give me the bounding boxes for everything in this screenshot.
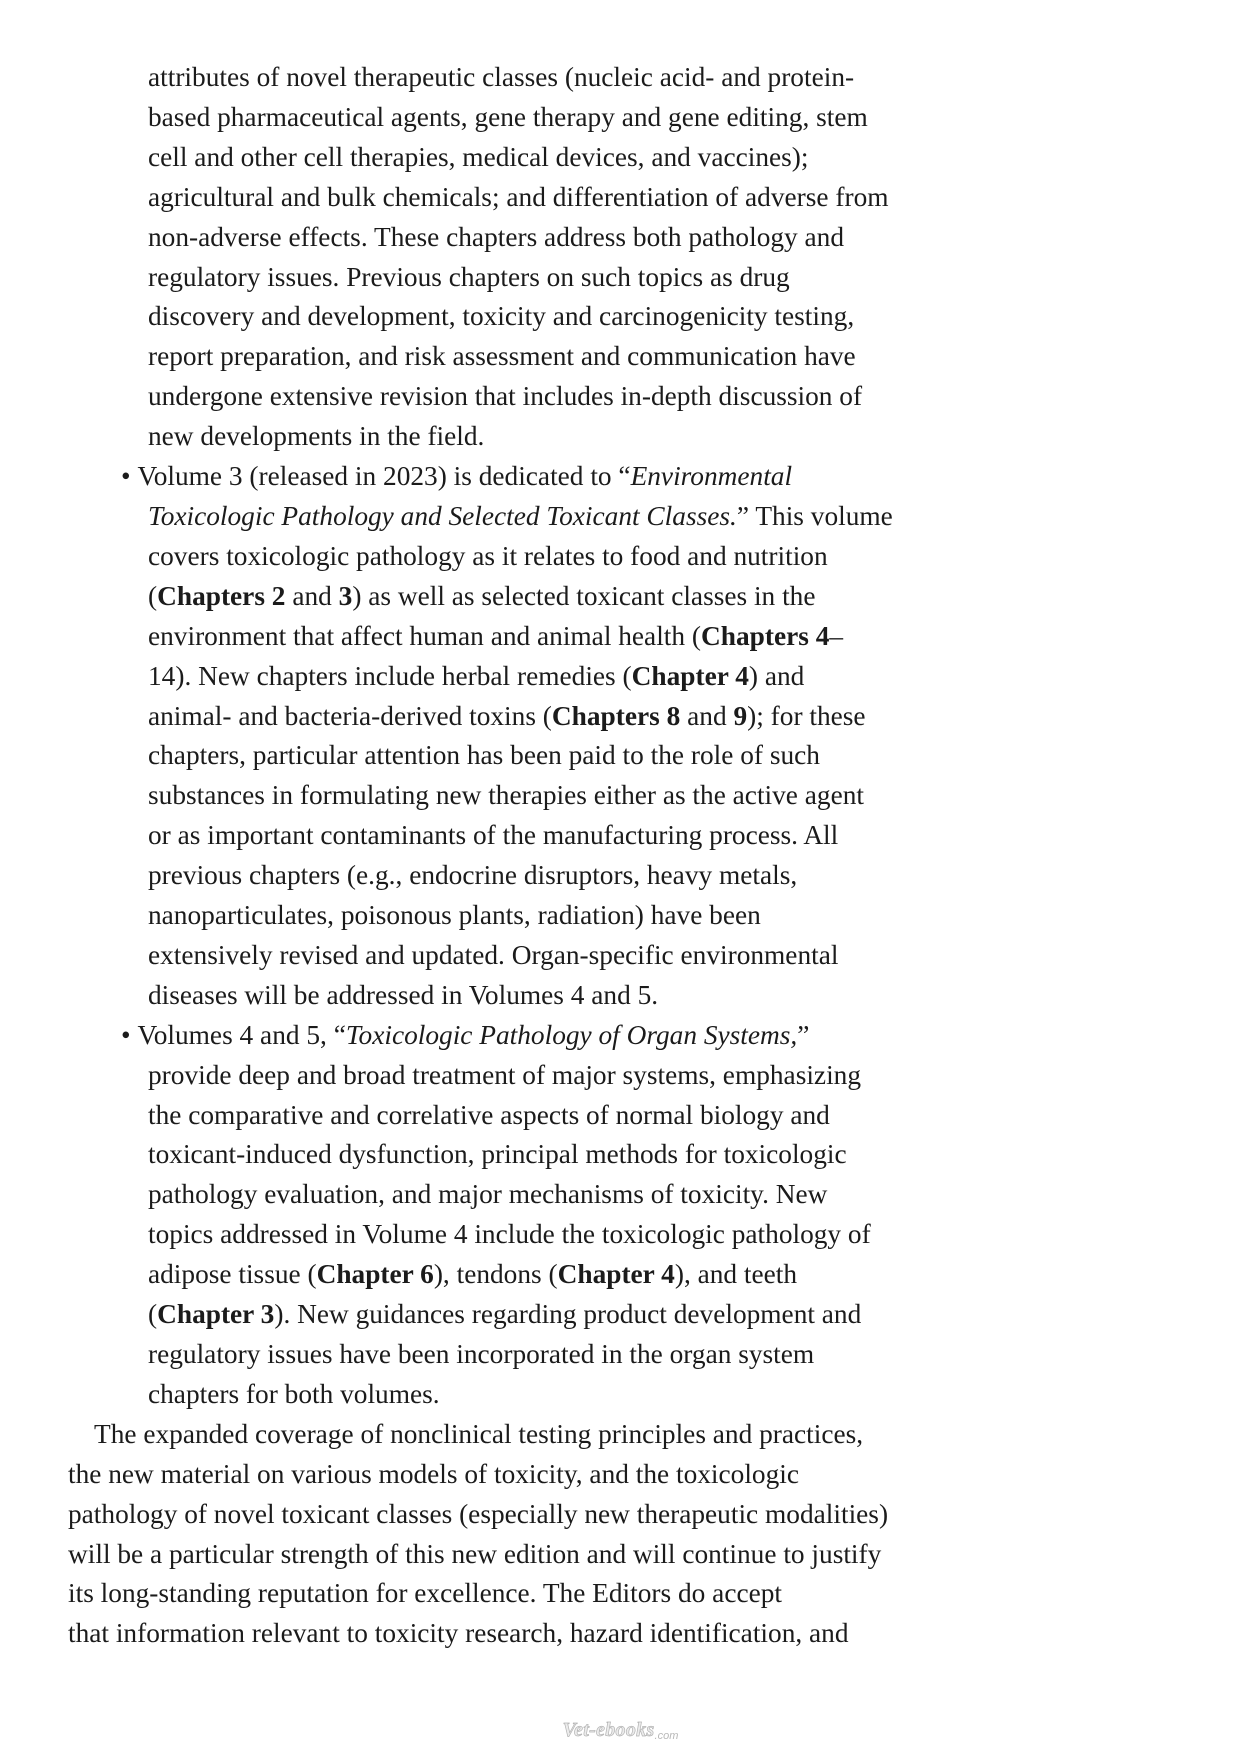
text-run: ( — [148, 1299, 158, 1330]
text-line: toxicant-induced dysfunction, principal methods for toxicologic — [148, 1139, 847, 1170]
text-line: substances in formulating new therapies either as the active agent — [148, 780, 864, 811]
text-run: Volumes 4 and 5, “ — [137, 1019, 346, 1050]
text-run: – — [829, 620, 844, 651]
list-item-volume-3 — [0, 457, 1241, 1016]
text-line — [0, 1255, 1241, 1295]
chapter-reference: Chapter 4 — [557, 1259, 675, 1290]
chapter-reference: Chapters 8 — [551, 700, 681, 731]
list-item-continued — [0, 58, 1241, 457]
text-line: based pharmaceutical agents, gene therapy and gene editing, stem — [148, 101, 868, 132]
text-run: 14). New chapters include herbal remedies ( — [148, 660, 632, 691]
text-line: chapters, particular attention has been paid to the role of such — [148, 740, 820, 771]
text-run: ” This volume — [736, 500, 893, 531]
bullet-marker: • — [121, 1019, 131, 1050]
text-line: The expanded coverage of nonclinical testing principles and practices, — [94, 1418, 864, 1449]
text-line: report preparation, and risk assessment and communication have — [148, 341, 856, 372]
text-run: adipose tissue ( — [148, 1259, 317, 1290]
text-run: environment that affect human and animal health ( — [148, 620, 702, 651]
text-line: extensively revised and updated. Organ-specific environmental — [148, 939, 839, 970]
text-line — [0, 617, 1241, 657]
text-line: topics addressed in Volume 4 include the toxicologic pathology of — [148, 1219, 871, 1250]
watermark-name: Vet-ebooks — [562, 1719, 655, 1741]
text-line: its long-standing reputation for excellence. The Editors do accept — [68, 1578, 782, 1609]
chapter-reference: Chapter 4 — [631, 660, 749, 691]
text-run: ), and teeth — [674, 1259, 798, 1290]
text-run: ) as well as selected toxicant classes in the — [352, 580, 816, 611]
list-item-volumes-4-5 — [0, 1016, 1241, 1415]
text-line — [0, 1016, 1241, 1056]
text-line — [0, 1295, 1241, 1335]
text-line: regulatory issues have been incorporated in the organ system — [148, 1339, 815, 1369]
text-line — [0, 457, 1241, 497]
text-line — [0, 657, 1241, 697]
text-run: and — [285, 580, 339, 611]
text-line: non-adverse effects. These chapters address both pathology and — [148, 221, 845, 252]
text-line: regulatory issues. Previous chapters on such topics as drug — [148, 261, 790, 292]
chapter-reference: Chapter 6 — [316, 1259, 434, 1290]
text-line: the comparative and correlative aspects of normal biology and — [148, 1099, 830, 1130]
text-line: cell and other cell therapies, medical devices, and vaccines); — [148, 141, 809, 172]
text-line: attributes of novel therapeutic classes (nucleic acid- and protein- — [148, 62, 855, 92]
volume-title: Environmental — [630, 461, 793, 492]
text-run: Volume 3 (released in 2023) is dedicated to “ — [137, 461, 631, 492]
chapter-reference: 3 — [338, 580, 353, 611]
text-line: agricultural and bulk chemicals; and differentiation of adverse from — [148, 181, 889, 212]
text-line — [0, 577, 1241, 617]
text-line: covers toxicologic pathology as it relates to food and nutrition — [148, 540, 828, 571]
text-line: new developments in the field. — [148, 421, 485, 452]
text-run: ), tendons ( — [433, 1259, 558, 1290]
text-run: ); for these — [747, 700, 866, 731]
body-text — [0, 58, 1241, 1654]
paragraph — [0, 1415, 1241, 1654]
text-line: chapters for both volumes. — [148, 1378, 440, 1409]
chapter-reference: Chapters 4 — [701, 620, 830, 651]
text-run: ” — [797, 1019, 810, 1050]
text-line: the new material on various models of toxicity, and the toxicologic — [68, 1458, 800, 1489]
text-line: nanoparticulates, poisonous plants, radiation) have been — [148, 900, 761, 931]
text-line: that information relevant to toxicity research, hazard identification, and — [68, 1618, 849, 1649]
text-line: discovery and development, toxicity and carcinogenicity testing, — [148, 301, 855, 332]
chapter-reference: 9 — [733, 700, 748, 731]
text-line: pathology evaluation, and major mechanisms of toxicity. New — [148, 1179, 828, 1210]
text-run: and — [680, 700, 734, 731]
volume-title: Toxicologic Pathology and Selected Toxicant Classes. — [148, 500, 737, 531]
text-run: ) and — [748, 660, 805, 691]
watermark-logo — [0, 1719, 1241, 1744]
text-line: diseases will be addressed in Volumes 4 and 5. — [148, 979, 659, 1010]
volume-title: Toxicologic Pathology of Organ Systems, — [345, 1019, 798, 1050]
watermark-suffix: .com — [654, 1730, 679, 1742]
text-line — [0, 697, 1241, 737]
text-line: will be a particular strength of this new edition and will continue to justify — [68, 1538, 882, 1569]
bullet-marker: • — [121, 461, 131, 492]
text-run: ). New guidances regarding product development and — [274, 1299, 862, 1330]
text-run: ( — [148, 580, 158, 611]
text-line: pathology of novel toxicant classes (especially new therapeutic modalities) — [68, 1498, 889, 1529]
text-run: animal- and bacteria-derived toxins ( — [148, 700, 552, 731]
chapter-reference: Chapter 3 — [157, 1299, 275, 1330]
chapter-reference: Chapters 2 — [157, 580, 286, 611]
text-line: previous chapters (e.g., endocrine disruptors, heavy metals, — [148, 860, 798, 891]
text-line — [0, 497, 1241, 537]
text-line: or as important contaminants of the manufacturing process. All — [148, 820, 839, 851]
text-line: undergone extensive revision that includes in-depth discussion of — [148, 381, 863, 412]
text-line: provide deep and broad treatment of major systems, emphasizing — [148, 1059, 862, 1090]
